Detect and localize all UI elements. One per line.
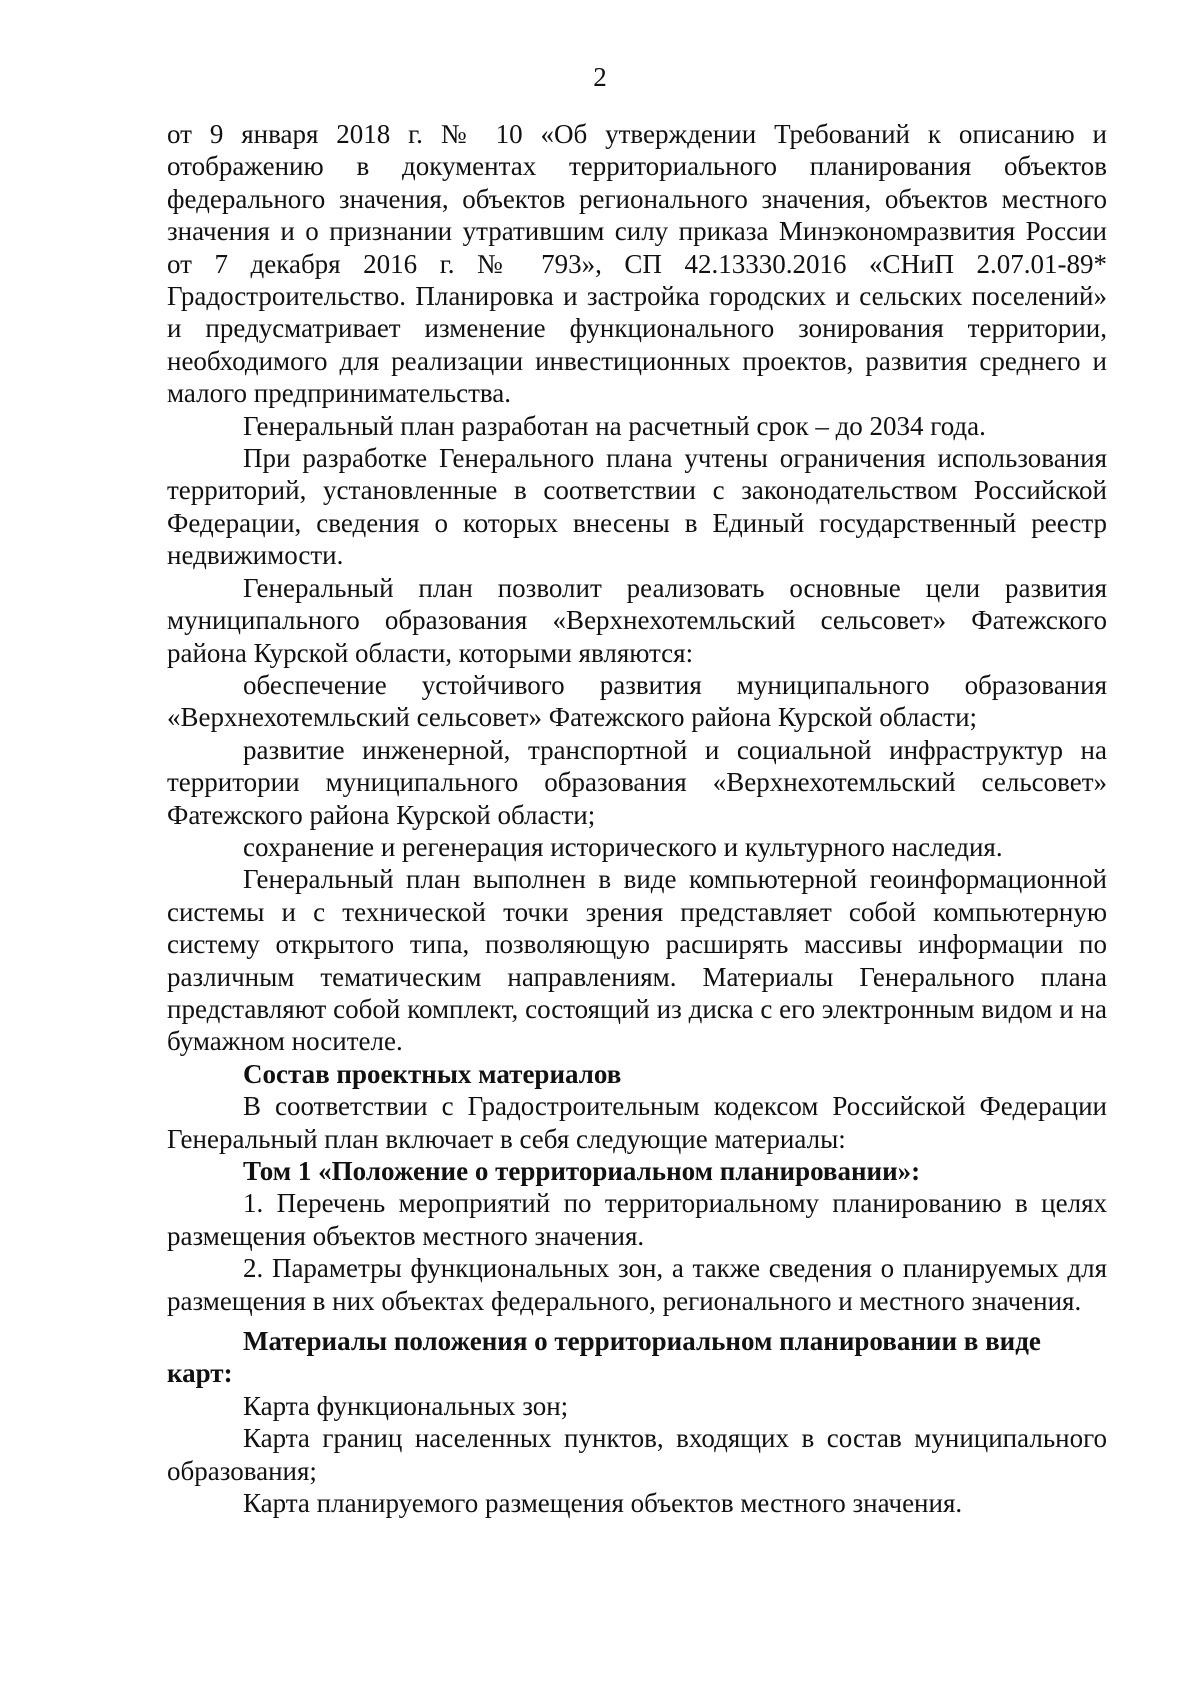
map-item-settlement-boundaries: Карта границ населенных пунктов, входящих в состав муниципального образования; <box>167 1423 1107 1486</box>
paragraph-materials-intro: В соответствии с Градостроительным кодексом Российской Федерации Генеральный план включает в себя следующие материалы: <box>167 1091 1107 1154</box>
page-number: 2 <box>593 62 607 92</box>
paragraph-goal-infrastructure: развитие инженерной, транспортной и социальной инфраструктур на территории муниципального образования «Верхнехотемльский сельсовет» Фатежского района Курской области; <box>167 734 1107 830</box>
paragraph-regulatory-references: от 9 января 2018 г. № 10 «Об утверждении Требований к описанию и отображению в документах территориального планирования объектов федерального значения, объектов регионального значения, объектов местного значения и о признании утратившим силу приказа Минэкономразвития России от 7 декабря 2016 г. № 793», СП 42.13330.2016 «СНиП 2.07.01-89* Градостроительство. Планировка и застройка городских и сельских поселений» и предусматривает изменение функционального зонирования территории, необходимого для реализации инвестиционных проектов, развития среднего и малого предпринимательства. <box>167 119 1107 409</box>
paragraph-planning-term: Генеральный план разработан на расчетный срок – до 2034 года. <box>243 410 986 441</box>
list-item-zone-parameters: 2. Параметры функциональных зон, а также сведения о планируемых для размещения в них объектах федерального, регионального и местного значения. <box>167 1253 1107 1316</box>
map-item-local-objects: Карта планируемого размещения объектов местного значения. <box>243 1488 963 1519</box>
heading-project-materials: Состав проектных материалов <box>243 1058 622 1089</box>
map-item-functional-zones: Карта функциональных зон; <box>243 1390 569 1421</box>
paragraph-development-goals-intro: Генеральный план позволит реализовать основные цели развития муниципального образования «Верхнехотемльский сельсовет» Фатежского района Курской области, которыми являются: <box>167 572 1107 668</box>
heading-maps: Материалы положения о территориальном планировании в виде карт: <box>167 1326 1041 1389</box>
list-item-measures: 1. Перечень мероприятий по территориальному планированию в целях размещения объектов местного значения. <box>167 1188 1107 1251</box>
paragraph-goal-sustainable-development: обеспечение устойчивого развития муниципального образования «Верхнехотемльский сельсовет» Фатежского района Курской области; <box>167 669 1107 733</box>
paragraph-gis-description: Генеральный план выполнен в виде компьютерной геоинформационной системы и с технической точки зрения представляет собой компьютерную систему открытого типа, позволяющую расширять массивы информации по различным тематическим направлениям. Материалы Генерального плана представляют собой комплект, состоящий из диска с его электронным видом и на бумажном носителе. <box>167 864 1107 1057</box>
document-body <box>167 118 1107 1519</box>
paragraph-territory-restrictions: При разработке Генерального плана учтены ограничения использования территорий, установленные в соответствии с законодательством Российской Федерации, сведения о которых внесены в Единый государственный реестр недвижимости. <box>167 443 1107 571</box>
paragraph-goal-heritage: сохранение и регенерация исторического и культурного наследия. <box>243 831 1003 862</box>
heading-volume-1: Том 1 «Положение о территориальном планировании»: <box>243 1156 921 1186</box>
